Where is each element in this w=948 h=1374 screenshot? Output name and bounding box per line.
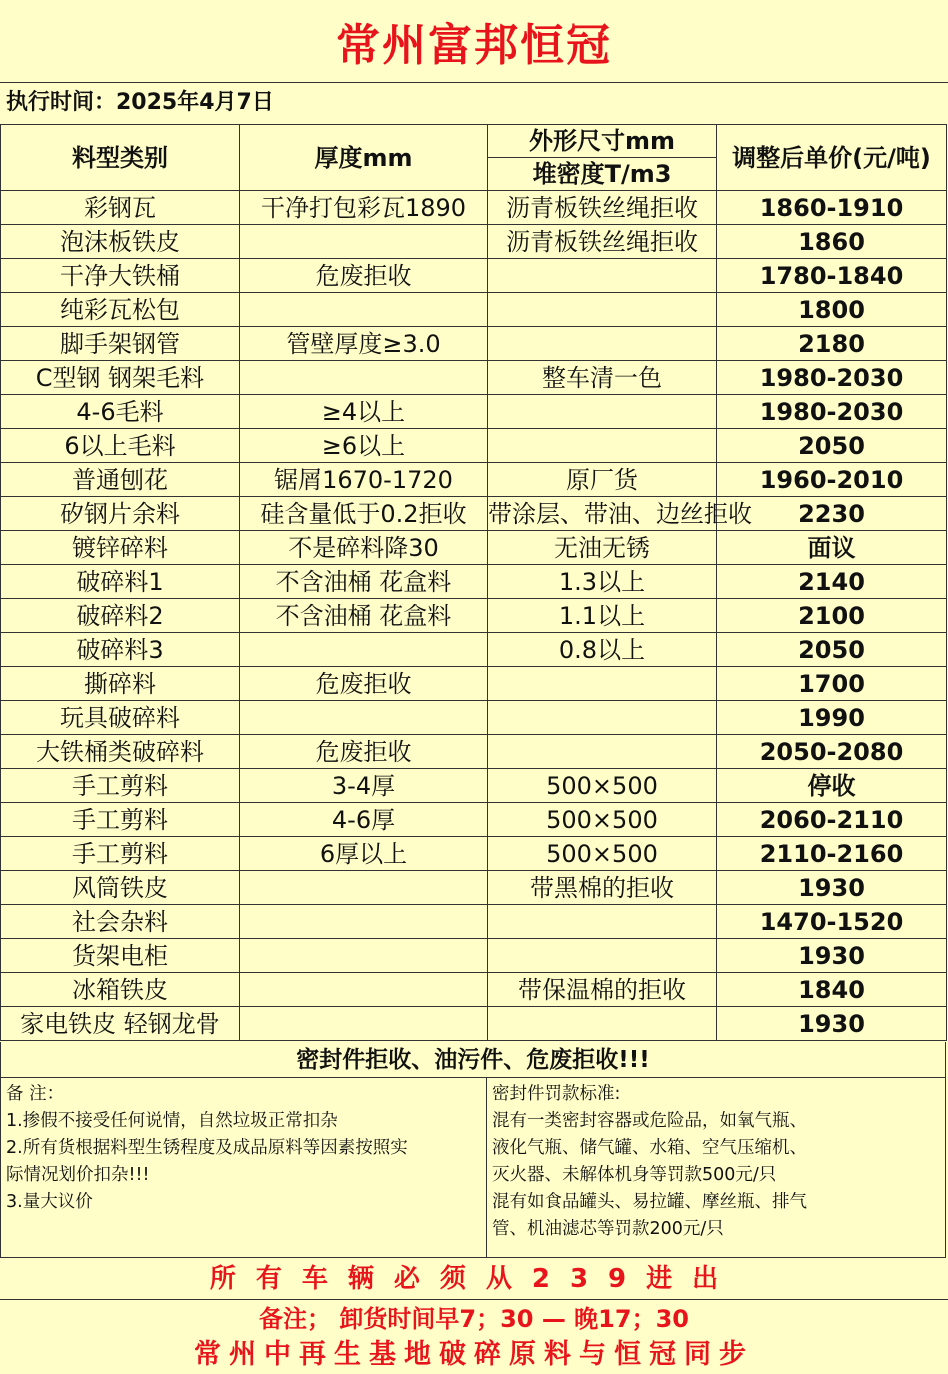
table-row — [1, 973, 947, 1007]
cell-spec — [488, 327, 717, 361]
cell-price: 停收 — [717, 769, 947, 803]
cell-thickness — [240, 973, 488, 1007]
cell-category: 破碎料3 — [1, 633, 240, 667]
cell-category: 6以上毛料 — [1, 429, 240, 463]
cell-category: 手工剪料 — [1, 769, 240, 803]
table-row — [1, 191, 947, 225]
penalty-line: 液化气瓶、储气罐、水箱、空气压缩机、 — [492, 1138, 807, 1158]
table-row — [1, 769, 947, 803]
cell-price: 2050-2080 — [717, 735, 947, 769]
footer-sync-note: 常州中再生基地破碎原料与恒冠同步 — [194, 1339, 754, 1370]
cell-thickness — [240, 361, 488, 395]
cell-price: 1960-2010 — [717, 463, 947, 497]
cell-spec — [488, 259, 717, 293]
cell-price: 1470-1520 — [717, 905, 947, 939]
cell-price: 2060-2110 — [717, 803, 947, 837]
cell-spec — [488, 701, 717, 735]
table-row — [1, 837, 947, 871]
cell-price: 1700 — [717, 667, 947, 701]
cell-thickness — [240, 225, 488, 259]
cell-thickness — [240, 293, 488, 327]
unloading-time-note: 备注； 卸货时间早7；30 — 晚17；30 — [259, 1305, 689, 1333]
cell-price: 2100 — [717, 599, 947, 633]
cell-thickness: 不含油桶 花盒料 — [240, 565, 488, 599]
remark-line: 2.所有货根据料型生锈程度及成品原料等因素按照实 — [6, 1138, 408, 1158]
cell-spec: 0.8以上 — [488, 633, 717, 667]
cell-category: 纯彩瓦松包 — [1, 293, 240, 327]
remarks-notes — [1, 1078, 487, 1257]
table-row — [1, 429, 947, 463]
cell-price: 2050 — [717, 633, 947, 667]
header-category: 料型类别 — [1, 125, 240, 191]
penalty-line: 管、机油滤芯等罚款200元/只 — [492, 1219, 724, 1239]
cell-thickness: 干净打包彩瓦1890 — [240, 191, 488, 225]
cell-thickness: 4-6厚 — [240, 803, 488, 837]
cell-spec: 无油无锈 — [488, 531, 717, 565]
cell-category: 风筒铁皮 — [1, 871, 240, 905]
cell-thickness: 危废拒收 — [240, 667, 488, 701]
cell-spec: 带涂层、带油、边丝拒收 — [488, 497, 717, 531]
cell-category: 冰箱铁皮 — [1, 973, 240, 1007]
cell-spec — [488, 735, 717, 769]
table-row — [1, 939, 947, 973]
cell-category: 矽钢片余料 — [1, 497, 240, 531]
penalty-line: 密封件罚款标准: — [492, 1084, 621, 1104]
cell-category: 脚手架钢管 — [1, 327, 240, 361]
cell-thickness: 不含油桶 花盒料 — [240, 599, 488, 633]
cell-price: 面议 — [717, 531, 947, 565]
table-row — [1, 327, 947, 361]
header-size: 外形尺寸mm — [488, 125, 717, 158]
header-thickness: 厚度mm — [240, 125, 488, 191]
cell-price: 1930 — [717, 1007, 947, 1041]
table-row — [1, 633, 947, 667]
table-row — [1, 667, 947, 701]
cell-price: 1860-1910 — [717, 191, 947, 225]
cell-price: 2110-2160 — [717, 837, 947, 871]
cell-spec: 沥青板铁丝绳拒收 — [488, 225, 717, 259]
cell-category: 手工剪料 — [1, 803, 240, 837]
cell-thickness: 危废拒收 — [240, 259, 488, 293]
header-density: 堆密度T/m3 — [488, 158, 717, 191]
header-price: 调整后单价(元/吨) — [717, 125, 947, 191]
table-row — [1, 259, 947, 293]
cell-spec: 带黑棉的拒收 — [488, 871, 717, 905]
cell-category: 彩钢瓦 — [1, 191, 240, 225]
penalty-line: 混有一类密封容器或危险品，如氧气瓶、 — [492, 1111, 807, 1131]
cell-thickness: ≥6以上 — [240, 429, 488, 463]
cell-price: 1980-2030 — [717, 395, 947, 429]
cell-spec — [488, 905, 717, 939]
cell-spec: 带保温棉的拒收 — [488, 973, 717, 1007]
table-row — [1, 395, 947, 429]
cell-category: 干净大铁桶 — [1, 259, 240, 293]
vehicle-notice: 所有车辆必须从239进出 — [0, 1258, 948, 1300]
cell-price: 1840 — [717, 973, 947, 1007]
remark-line: 际情况划价扣杂!!! — [6, 1165, 150, 1185]
cell-category: 破碎料1 — [1, 565, 240, 599]
cell-thickness — [240, 1007, 488, 1041]
cell-spec — [488, 667, 717, 701]
cell-thickness: 3-4厚 — [240, 769, 488, 803]
cell-category: 手工剪料 — [1, 837, 240, 871]
cell-spec: 1.1以上 — [488, 599, 717, 633]
cell-category: 货架电柜 — [1, 939, 240, 973]
cell-spec: 500×500 — [488, 803, 717, 837]
cell-category: 4-6毛料 — [1, 395, 240, 429]
cell-spec: 1.3以上 — [488, 565, 717, 599]
price-table — [0, 124, 947, 1041]
cell-price: 1980-2030 — [717, 361, 947, 395]
cell-category: 玩具破碎料 — [1, 701, 240, 735]
cell-price: 1930 — [717, 939, 947, 973]
cell-category: 社会杂料 — [1, 905, 240, 939]
table-row — [1, 497, 947, 531]
cell-spec — [488, 293, 717, 327]
cell-category: 普通刨花 — [1, 463, 240, 497]
cell-spec: 500×500 — [488, 769, 717, 803]
cell-category: 撕碎料 — [1, 667, 240, 701]
penalty-notes — [487, 1078, 945, 1257]
cell-category: 家电铁皮 轻钢龙骨 — [1, 1007, 240, 1041]
cell-spec — [488, 1007, 717, 1041]
cell-price: 1780-1840 — [717, 259, 947, 293]
cell-thickness: ≥4以上 — [240, 395, 488, 429]
remark-line: 备 注： — [6, 1084, 65, 1104]
cell-thickness: 管壁厚度≥3.0 — [240, 327, 488, 361]
cell-thickness: 6厚以上 — [240, 837, 488, 871]
table-row — [1, 225, 947, 259]
remark-line: 1.掺假不接受任何说情，自然垃圾正常扣杂 — [6, 1111, 338, 1131]
cell-thickness — [240, 701, 488, 735]
cell-category: 破碎料2 — [1, 599, 240, 633]
table-row — [1, 293, 947, 327]
table-row — [1, 599, 947, 633]
cell-price: 2230 — [717, 497, 947, 531]
cell-price: 2180 — [717, 327, 947, 361]
table-row — [1, 905, 947, 939]
cell-price: 1930 — [717, 871, 947, 905]
cell-price: 1990 — [717, 701, 947, 735]
table-row — [1, 1007, 947, 1041]
cell-thickness: 不是碎料降30 — [240, 531, 488, 565]
table-row — [1, 803, 947, 837]
cell-price: 2140 — [717, 565, 947, 599]
table-row — [1, 701, 947, 735]
cell-price: 2050 — [717, 429, 947, 463]
notes-section — [0, 1078, 946, 1258]
cell-spec — [488, 939, 717, 973]
cell-spec: 500×500 — [488, 837, 717, 871]
cell-thickness: 硅含量低于0.2拒收 — [240, 497, 488, 531]
penalty-line: 混有如食品罐头、易拉罐、摩丝瓶、排气 — [492, 1192, 807, 1212]
execution-date: 执行时间：2025年4月7日 — [0, 82, 948, 124]
cell-thickness: 危废拒收 — [240, 735, 488, 769]
remark-line: 3.量大议价 — [6, 1192, 93, 1212]
table-row — [1, 735, 947, 769]
penalty-line: 灭火器、未解体机身等罚款500元/只 — [492, 1165, 777, 1185]
rejection-banner: 密封件拒收、油污件、危废拒收!!! — [0, 1042, 946, 1078]
cell-spec — [488, 429, 717, 463]
cell-thickness — [240, 939, 488, 973]
cell-thickness — [240, 633, 488, 667]
cell-thickness: 锯屑1670-1720 — [240, 463, 488, 497]
table-row — [1, 531, 947, 565]
table-row — [1, 871, 947, 905]
cell-spec: 整车清一色 — [488, 361, 717, 395]
cell-category: C型钢 钢架毛料 — [1, 361, 240, 395]
cell-spec: 原厂货 — [488, 463, 717, 497]
cell-category: 镀锌碎料 — [1, 531, 240, 565]
cell-spec — [488, 395, 717, 429]
cell-price: 1860 — [717, 225, 947, 259]
cell-category: 泡沫板铁皮 — [1, 225, 240, 259]
table-row — [1, 565, 947, 599]
cell-thickness — [240, 905, 488, 939]
table-row — [1, 361, 947, 395]
table-row — [1, 463, 947, 497]
cell-spec: 沥青板铁丝绳拒收 — [488, 191, 717, 225]
cell-price: 1800 — [717, 293, 947, 327]
cell-category: 大铁桶类破碎料 — [1, 735, 240, 769]
cell-thickness — [240, 871, 488, 905]
page-title: 常州富邦恒冠 — [336, 20, 612, 71]
